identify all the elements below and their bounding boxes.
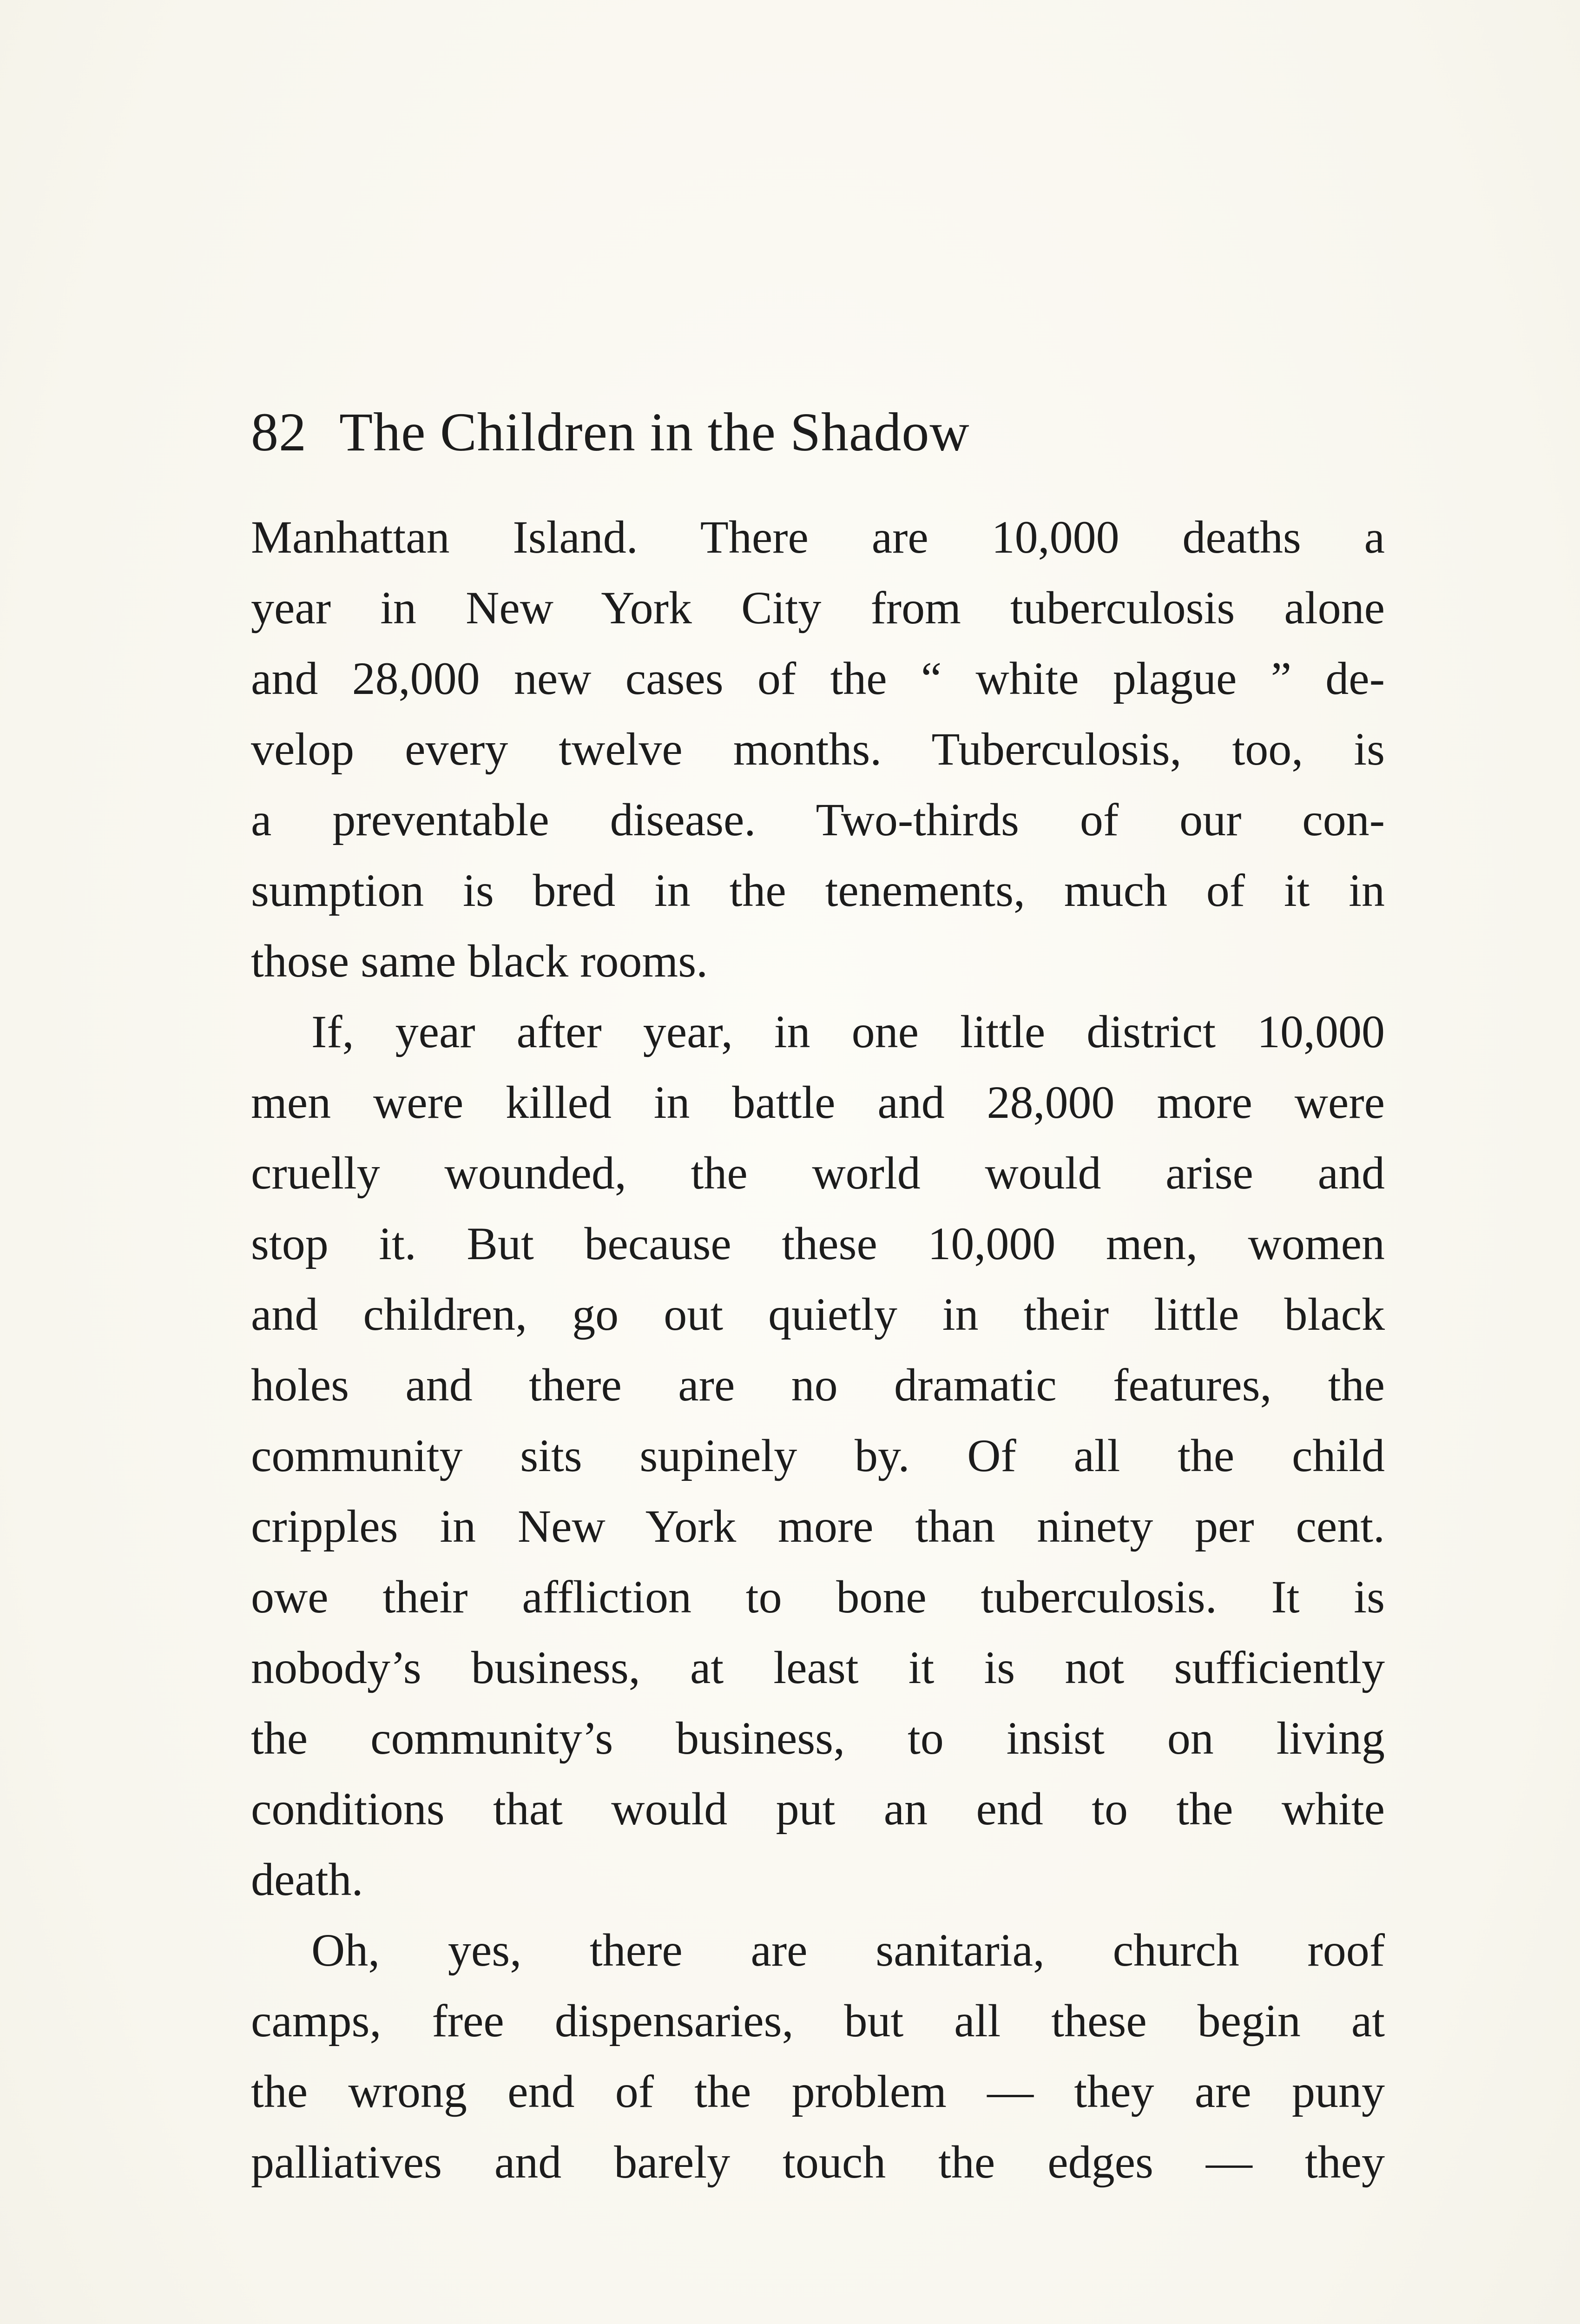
text-line: year in New York City from tuberculosis alone [251, 582, 1385, 634]
text-line: Oh, yes, there are sanitaria, church roof [311, 1924, 1385, 1976]
running-header [251, 400, 1227, 465]
text-line: owe their affliction to bone tuberculosis. It is [251, 1571, 1385, 1623]
text-line: conditions that would put an end to the white [251, 1783, 1385, 1835]
text-line: palliatives and barely touch the edges — they [251, 2136, 1385, 2188]
text-line: those same black rooms. [251, 935, 708, 987]
text-line: velop every twelve months. Tuberculosis, too, is [251, 723, 1385, 775]
body-text [251, 502, 1385, 2198]
text-line: cruelly wounded, the world would arise and [251, 1147, 1385, 1199]
text-line: stop it. But because these 10,000 men, women [251, 1218, 1385, 1269]
text-line: holes and there are no dramatic features, the [251, 1359, 1385, 1411]
text-line: cripples in New York more than ninety per cent. [251, 1500, 1385, 1552]
text-line: and children, go out quietly in their little black [251, 1288, 1385, 1340]
text-line: the community’s business, to insist on living [251, 1712, 1385, 1764]
text-line: community sits supinely by. Of all the child [251, 1430, 1385, 1481]
text-line: If, year after year, in one little district 10,000 [311, 1006, 1385, 1057]
text-line: the wrong end of the problem — they are puny [251, 2066, 1385, 2117]
page-number: 82 [251, 402, 307, 462]
text-line: sumption is bred in the tenements, much of it in [251, 865, 1385, 916]
running-title: The Children in the Shadow [339, 402, 970, 462]
text-line: Manhattan Island. There are 10,000 deaths a [251, 511, 1385, 563]
text-line: nobody’s business, at least it is not sufficiently [251, 1642, 1385, 1693]
text-line: a preventable disease. Two-thirds of our con- [251, 794, 1385, 845]
text-line: death. [251, 1854, 363, 1905]
text-line: men were killed in battle and 28,000 more were [251, 1076, 1385, 1128]
text-line: camps, free dispensaries, but all these begin at [251, 1995, 1385, 2047]
text-line: and 28,000 new cases of the “ white plague ” de- [251, 653, 1385, 704]
